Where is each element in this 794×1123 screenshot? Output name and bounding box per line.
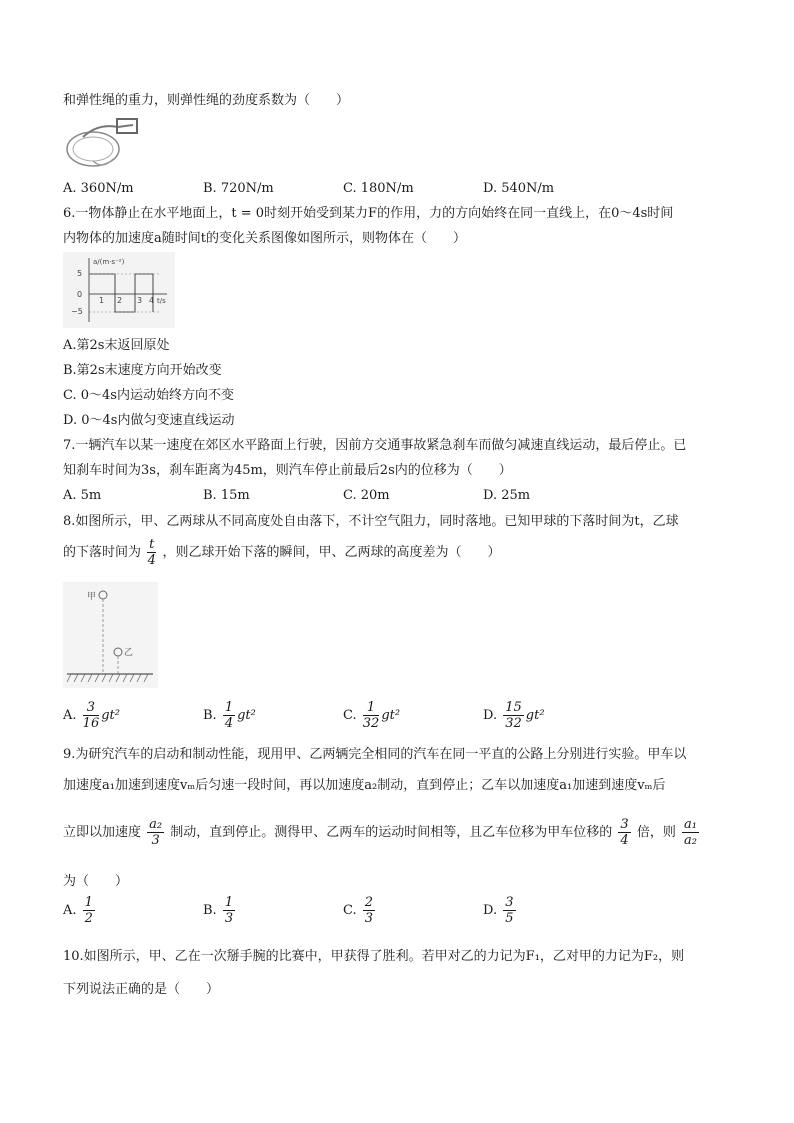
q8-fraction-t (147, 537, 156, 568)
q9-frac-c (682, 817, 699, 848)
fig-label-jia: 甲 (87, 592, 97, 602)
q8-option-b (203, 700, 256, 731)
graph-xtick-2: 2 (117, 296, 123, 305)
q8-line-1: 8.如图所示，甲、乙两球从不同高度处自由落下，不计空气阻力，同时落地。已知甲球的下落时间为t，乙球 (63, 514, 679, 529)
q9-line-4: 为（ ） (63, 874, 129, 889)
q8-frac-num: t (149, 537, 155, 552)
q9-option-d-num: 3 (505, 895, 514, 910)
graph-ytick-neg5: −5 (71, 307, 83, 316)
q9-option-c-label: C. (343, 903, 357, 918)
q10-line-2: 下列说法正确的是（ ） (63, 982, 220, 997)
q8-option-d (483, 700, 545, 731)
q8-option-c-label: C. (343, 708, 357, 723)
q5-option-a: A. 360N/m (63, 181, 134, 196)
acceleration-time-graph (63, 252, 175, 328)
graph-ytick-0: 0 (77, 290, 83, 299)
q9-option-a-den: 2 (84, 911, 93, 926)
q6-option-a: A.第2s末返回原处 (63, 338, 170, 353)
q9-frac-c-den: a₂ (684, 833, 697, 848)
q9-option-a-num: 1 (84, 895, 93, 910)
q8-option-d-label: D. (483, 708, 498, 723)
q8-option-a-label: A. (63, 708, 77, 723)
q8-option-c (343, 700, 400, 731)
q8-option-a (63, 700, 120, 731)
q9-frac-b (618, 817, 630, 848)
q6-option-c: C. 0～4s内运动始终方向不变 (63, 388, 234, 403)
q8-line-2-post: ，则乙球开始下落的瞬间，甲、乙两球的高度差为（ ） (162, 545, 501, 560)
q7-option-d: D. 25m (483, 488, 531, 503)
q9-option-b-den: 3 (224, 911, 234, 926)
q9-option-b-label: B. (203, 903, 217, 918)
q8-option-a-tail: gt² (101, 708, 120, 723)
q7-line-2: 知刹车时间为3s，刹车距离为45m，则汽车停止前最后2s内的位移为（ ） (63, 463, 512, 478)
q9-line-1: 9.为研究汽车的启动和制动性能，现用甲、乙两辆完全相同的汽车在同一平直的公路上分别进行实验。甲车以 (63, 747, 687, 762)
q9-frac-b-num: 3 (620, 817, 629, 832)
q9-line-3-a: 立即以加速度 (63, 825, 142, 840)
fig-label-yi: 乙 (124, 648, 134, 658)
q9-frac-b-den: 4 (620, 833, 629, 848)
q5-option-d: D. 540N/m (483, 181, 555, 196)
q9-option-a (63, 895, 97, 926)
q8-option-d-den: 32 (505, 716, 522, 731)
q8-option-c-tail: gt² (381, 708, 401, 723)
graph-ytick-5: 5 (77, 269, 83, 278)
q7-line-1: 7.一辆汽车以某一速度在郊区水平路面上行驶，因前方交通事故紧急刹车而做匀减速直线运动，最后停止。已 (63, 438, 687, 453)
q8-option-d-tail: gt² (525, 708, 545, 723)
q8-frac-den: 4 (147, 553, 156, 568)
graph-ylabel: a/(m·s⁻²) (93, 258, 125, 266)
q9-option-a-label: A. (63, 903, 77, 918)
q9-line-3-b: 制动，直到停止。测得甲、乙两车的运动时间相等，且乙车位移为甲车位移的 (170, 825, 613, 840)
q7-option-a: A. 5m (63, 488, 102, 503)
q5-stem-end: 和弹性绳的重力，则弹性绳的劲度系数为（ ） (63, 93, 350, 108)
q8-option-b-tail: gt² (237, 708, 256, 723)
q7-option-c: C. 20m (343, 488, 390, 503)
q8-option-b-label: B. (203, 708, 217, 723)
q9-frac-a-num: a₂ (149, 817, 163, 832)
q9-frac-a (147, 817, 164, 848)
q9-line-3 (63, 816, 701, 850)
q9-option-b-num: 1 (224, 895, 234, 910)
graph-xlabel: t/s (157, 297, 166, 305)
q9-option-d-den: 5 (505, 911, 514, 926)
q9-option-c (343, 895, 377, 926)
falling-balls-figure (63, 582, 158, 688)
q6-option-d: D. 0～4s内做匀变速直线运动 (63, 413, 235, 428)
q8-option-a-den: 16 (82, 716, 100, 731)
q8-option-b-num: 1 (224, 700, 234, 715)
graph-xtick-1: 1 (99, 296, 105, 305)
q9-option-c-den: 3 (364, 911, 374, 926)
q8-option-c-num: 1 (363, 700, 380, 716)
q9-frac-a-den: 3 (151, 833, 160, 848)
q8-option-d-num: 15 (505, 700, 522, 715)
q5-option-b: B. 720N/m (203, 181, 274, 196)
q9-option-b (203, 895, 237, 926)
graph-xtick-3: 3 (137, 296, 143, 305)
q9-line-3-c: 倍，则 (636, 825, 676, 840)
q6-line-1: 6.一物体静止在水平地面上，t = 0时刻开始受到某力F的作用，力的方向始终在同一直线上，在0～4s时间 (63, 206, 674, 221)
elastic-rope-figure (63, 115, 143, 173)
q6-option-b: B.第2s末速度方向开始改变 (63, 363, 222, 378)
q8-option-c-den: 32 (362, 716, 380, 731)
q8-line-2-pre: 的下落时间为 (63, 545, 142, 560)
q7-option-b: B. 15m (203, 488, 250, 503)
q9-frac-c-num: a₁ (684, 817, 697, 832)
q9-option-d-label: D. (483, 903, 498, 918)
graph-xtick-4: 4 (149, 296, 155, 305)
q5-option-c: C. 180N/m (343, 181, 414, 196)
q8-option-a-num: 3 (83, 700, 100, 716)
q8-line-2 (63, 536, 501, 570)
q9-option-d (483, 895, 518, 926)
q9-option-c-num: 2 (364, 895, 374, 910)
q10-line-1: 10.如图所示，甲、乙在一次掰手腕的比赛中，甲获得了胜利。若甲对乙的力记为F₁，乙对甲的力记为F₂，则 (63, 949, 685, 964)
q6-line-2: 内物体的加速度a随时间t的变化关系图像如图所示，则物体在（ ） (63, 231, 466, 246)
q8-option-b-den: 4 (224, 716, 234, 731)
q9-line-2: 加速度a₁加速到速度vₘ后匀速一段时间，再以加速度a₂制动，直到停止；乙车以加速度a₁加速到速度vₘ后 (63, 778, 666, 793)
